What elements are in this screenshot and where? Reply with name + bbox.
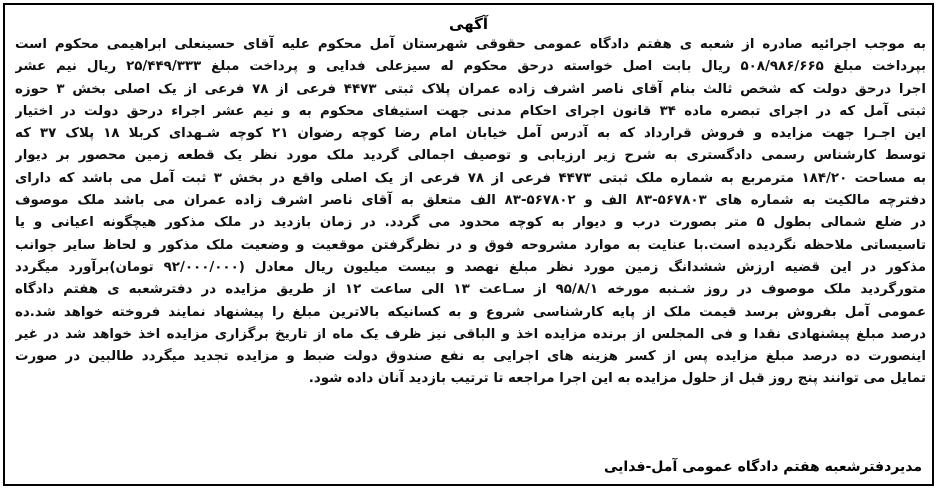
- notice-line: به موجب اجرائیه صادره از شعبه ی هفتم دادگاه عمومی حقوقی شهرستان آمل محکوم علیه آقای حسینعلی ابراهیمی محکوم است: [15, 37, 926, 52]
- notice-line: تاسیساتی ملاحظه نگردیده است.با عنایت به موارد مشروحه فوق و در نظرگرفتن موقعیت و وضعیت ملک مذکور و لحاظ سایر جوانب: [15, 237, 926, 253]
- notice-line: اینصورت ده درصد مبلغ مزایده پس از کسر هزینه های اجرایی به نفع صندوق دولت ضبط و مزایده تجدید میگردد طالبین در صورت: [15, 349, 926, 365]
- notice-line: بپرداخت مبلغ ۵۰۸/۹۸۶/۶۶۵ ریال بابت اصل خواسته درحق محکوم له سیزعلی فدایی و پرداخت مبلغ ۲۵/۴۴۹/۳۳۳ ریال نیم عشر: [15, 59, 926, 75]
- notice-line: تمایل می توانند پنج روز قبل از حلول مزایده به این اجرا مراجعه تا ترتیب بازدید آنان داده شود.: [308, 371, 926, 387]
- notice-line: متورگردید ملک موصوف در روز شـنبه مورخه ۹۵/۸/۱ از سـاعت ۱۳ الی ساعت ۱۲ از طریق مزایده در دفترشعبه ی هفتم دادگاه: [15, 282, 926, 298]
- notice-line: به مساحت ۱۸۴/۲۰ مترمربع به شماره ملک ثبتی ۴۴۷۳ فرعی از ۷۸ فرعی از یک اصلی واقع در بخش ۳ ثبت آمل می باشد که دارای: [15, 170, 926, 186]
- notice-line: ثبتی آمل که در اجرای تبصره ماده ۳۴ قانون اجرای احکام مدنی جهت استیفای محکوم به و نیم عشر اجراء درحق دولت در اختیار: [15, 103, 926, 119]
- notice-line: دفترچه مالکیت به شماره های ۵۶۷۸۰۳-۸۳ الف و ۵۶۷۸۰۲-۸۳ الف متعلق به آقای ناصر اشرف زاده عمران می باشد ملک موصوف: [15, 193, 926, 209]
- notice-line: مذکور در این قضیه ارزش ششدانگ زمین مورد نظر مبلغ نهصد و بیست میلیون ریال معادل (۹۲/۰۰۰/۰۰۰ تومان)برآورد میگردد: [15, 259, 926, 275]
- notice-line: این اجـرا جهت مزایده و فروش قرارداد که به آدرس آمل خیابان امام رضا کوچه رضوان ۲۱ کوچه شـهدای کربلا ۱۸ پلاک ۳۷ که: [15, 126, 926, 142]
- notice-signature: مدیردفترشعبه هفتم دادگاه عمومی آمل-فدایی: [604, 459, 922, 475]
- notice-line: توسط کارشناس رسمی دادگستری به شرح زیر ارزیابی و توصیف اجمالی گردید ملک مورد نظر یک قطعه زمین محصور بر دیوار: [15, 148, 926, 164]
- notice-line: اجرا درحق دولت که شخص ثالث بنام آقای ناصر اشرف زاده عمران پلاک ثبتی ۴۴۷۳ فرعی از ۷۸ فرعی از یک اصلی بخش ۳ حوزه: [15, 81, 926, 97]
- notice-title: آگهی: [449, 15, 488, 33]
- notice-frame: [3, 3, 934, 486]
- notice-line: درصد مبلغ پیشنهادی نقدا و فی المجلس از برنده مزایده اخذ و الباقی نیز ظرف یک ماه از تاریخ برگزاری مزایده اخذ خواهد شد در غیر: [15, 326, 926, 342]
- notice-line: عمومی آمل بفروش برسد قیمت ملک از پایه کارشناسی شروع و به کسانیکه بالاترین مبلغ را پیشنهاد نمایند فروخته خواهد شد.ده: [15, 304, 926, 320]
- notice-body: [15, 34, 926, 391]
- notice-line: در ضلع شمالی بطول ۵ متر بصورت درب و دیوار به کوچه محدود می گردد. در زمان بازدید در ملک مذکور هیچگونه اعیانی و یا: [15, 215, 926, 231]
